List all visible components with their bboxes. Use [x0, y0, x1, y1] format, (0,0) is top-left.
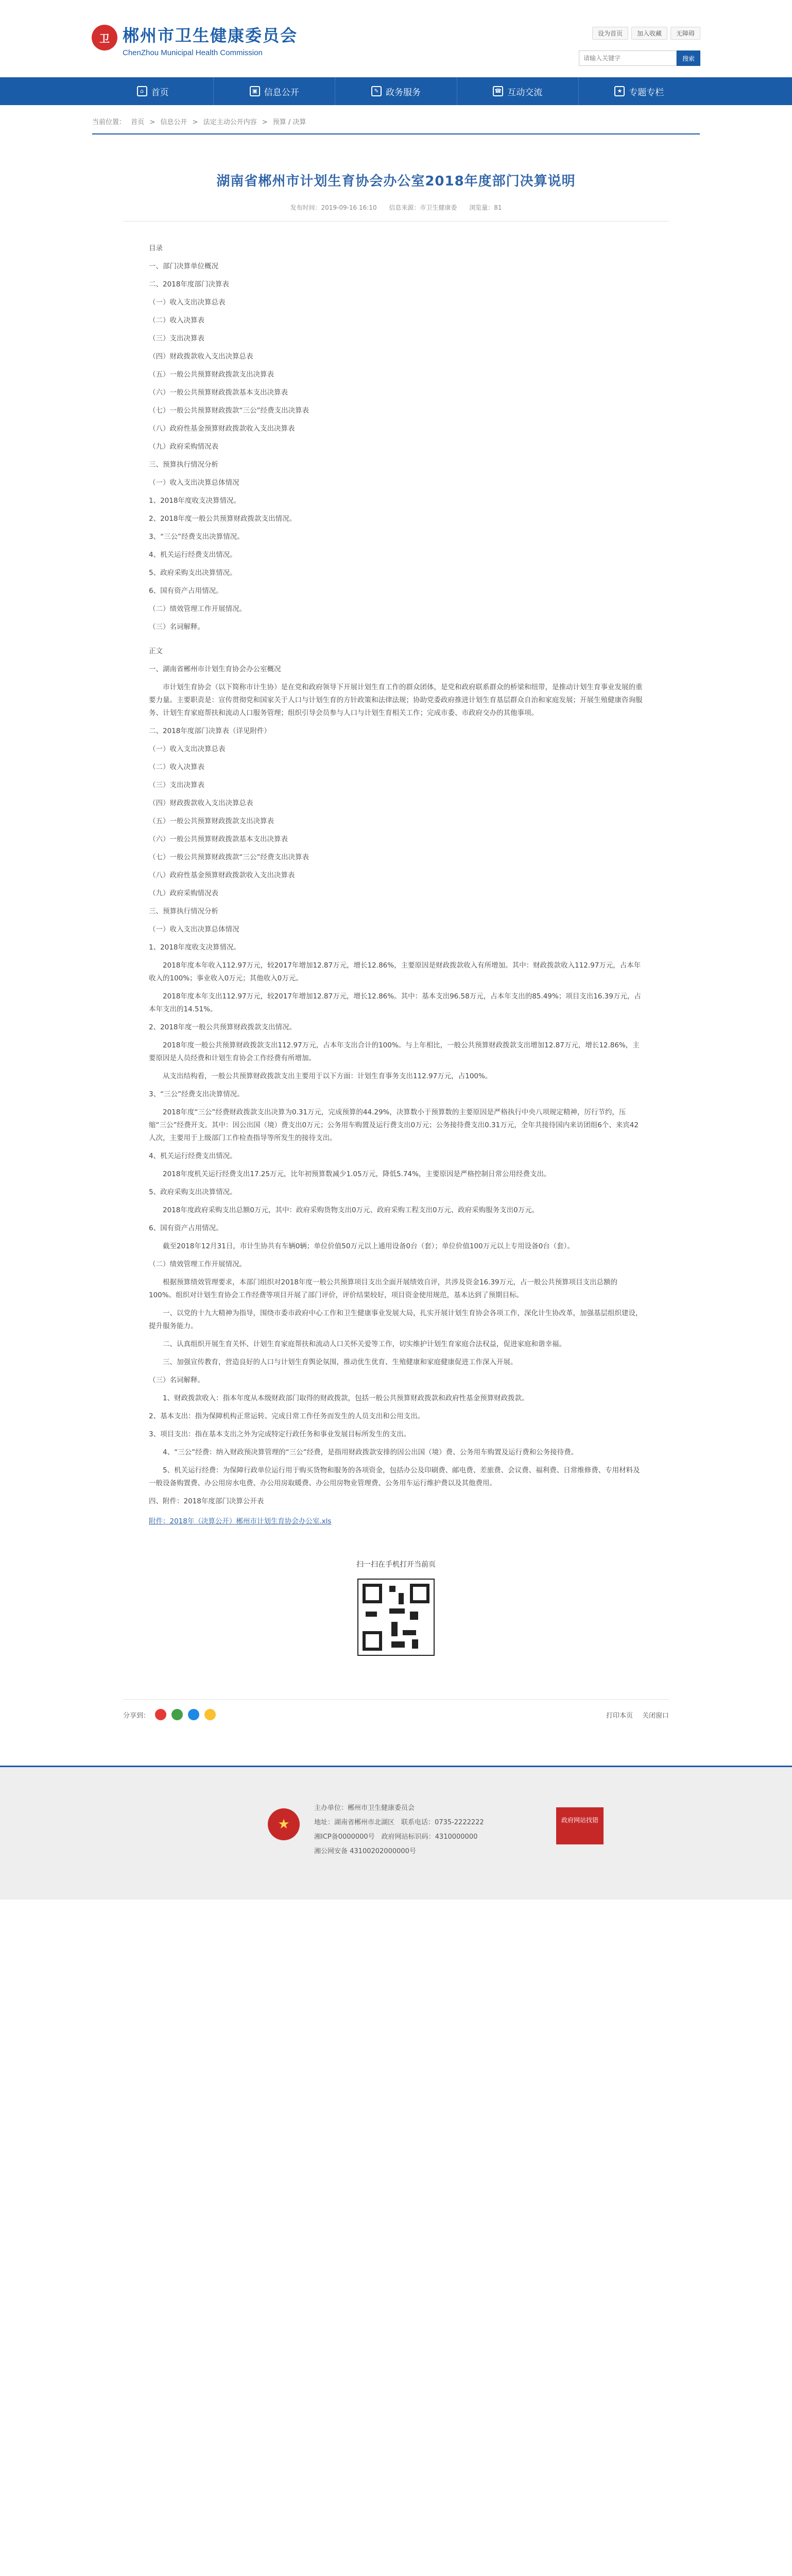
nav-home[interactable]: [92, 77, 214, 105]
article-paragraph: （三）名词解释。: [149, 623, 204, 631]
site-logo-icon[interactable]: 卫: [92, 25, 117, 50]
qq-icon[interactable]: [188, 1709, 199, 1720]
article-paragraph: 4、机关运行经费支出情况。: [149, 1152, 237, 1160]
wechat-icon[interactable]: [171, 1709, 183, 1720]
search-input[interactable]: [579, 50, 677, 66]
phone-icon: ☎: [493, 86, 503, 96]
article-paragraph: （三）支出决算表: [149, 334, 204, 343]
nav-services[interactable]: [335, 77, 457, 105]
article-paragraph: 2018年度本年收入112.97万元，较2017年增加12.87万元，增长12.86%，主要原因是财政拨款收入有所增加。其中：财政拨款收入112.97万元，占本年收入的100%；事业收入0万元；其他收入0万元。: [149, 961, 641, 982]
view-count: 浏览量：81: [469, 204, 502, 211]
article-paragraph: 正文: [149, 647, 163, 655]
article-paragraph: 1、财政拨款收入：指本年度从本级财政部门取得的财政拨款，包括一般公共预算财政拨款和政府性基金预算财政拨款。: [163, 1394, 529, 1402]
article-meta: [123, 203, 669, 222]
article-paragraph: 2018年度政府采购支出总额0万元，其中：政府采购货物支出0万元、政府采购工程支出0万元、政府采购服务支出0万元。: [163, 1206, 539, 1214]
article-paragraph: （七）一般公共预算财政拨款“三公”经费支出决算表: [149, 853, 309, 861]
site-brand[interactable]: [123, 23, 298, 57]
article-paragraph: 从支出结构看，一般公共预算财政拨款支出主要用于以下方面：计划生育事务支出112.97万元，占100%。: [163, 1072, 492, 1080]
article-paragraph: 三、加强宣传教育，营造良好的人口与计划生育舆论氛围，推动优生优育、生殖健康和家庭健康促进工作深入开展。: [163, 1358, 518, 1366]
article-paragraph: 5、机关运行经费：为保障行政单位运行用于购买货物和服务的各项资金，包括办公及印刷费、邮电费、差旅费、会议费、福利费、日常维修费、专用材料及一般设备购置费、办公用房水电费、办公用房取暖费、办公用房物业管理费、公务用车运行维护费以及其他费用。: [149, 1466, 640, 1487]
qr-code-icon: [357, 1579, 435, 1656]
article-container: [92, 133, 700, 1699]
article-paragraph: （八）政府性基金预算财政拨款收入支出决算表: [149, 871, 295, 879]
nav-topics[interactable]: [579, 77, 700, 105]
nav-info-public[interactable]: [214, 77, 335, 105]
article-paragraph: 2、2018年度一般公共预算财政拨款支出情况。: [149, 1023, 296, 1031]
article-paragraph: （二）绩效管理工作开展情况。: [149, 605, 246, 613]
article-paragraph: 2、基本支出：指为保障机构正常运转、完成日常工作任务而发生的人员支出和公用支出。: [149, 1412, 425, 1420]
article-paragraph: 目录: [149, 244, 163, 252]
breadcrumb-prefix: 当前位置：: [92, 118, 126, 126]
article-paragraph: 6、国有资产占用情况。: [149, 1224, 223, 1232]
nav-interaction[interactable]: [457, 77, 579, 105]
article-paragraph: 5、政府采购支出决算情况。: [149, 1188, 237, 1196]
top-links: [592, 27, 700, 40]
breadcrumb-sep: >: [262, 118, 268, 126]
article-paragraph: 一、部门决算单位概况: [149, 262, 218, 270]
article-paragraph: 根据预算绩效管理要求，本部门组织对2018年度一般公共预算项目支出全面开展绩效自评，共涉及资金16.39万元，占一般公共预算项目支出总额的100%。组织对计划生育协会工作经费等项目开展了部门评价，评价结果较好，项目资金使用规范，基本达到了预期目标。: [149, 1278, 618, 1299]
article-paragraph: 一、以党的十九大精神为指导，围绕市委市政府中心工作和卫生健康事业发展大局，扎实开展计划生育协会各项工作，深化计生协改革，加强基层组织建设，提升服务能力。: [149, 1309, 643, 1330]
article-paragraph: 2、2018年度一般公共预算财政拨款支出情况。: [149, 515, 296, 523]
breadcrumb-sep: >: [192, 118, 198, 126]
national-emblem-icon: ★: [268, 1808, 300, 1840]
article-paragraph: 3、“三公”经费支出决算情况。: [149, 1090, 244, 1098]
pen-icon: ✎: [371, 86, 382, 96]
weibo-icon[interactable]: [155, 1709, 166, 1720]
qzone-icon[interactable]: [204, 1709, 216, 1720]
article-paragraph: 三、预算执行情况分析: [149, 461, 218, 469]
article-paragraph: （六）一般公共预算财政拨款基本支出决算表: [149, 388, 288, 397]
search-box: [579, 50, 700, 66]
main-nav: [0, 77, 792, 105]
footer-line: 地址：湖南省郴州市北湖区 联系电话：0735-2222222: [314, 1819, 484, 1826]
error-report-badge[interactable]: 政府网站找错: [556, 1807, 604, 1844]
article-paragraph: 截至2018年12月31日，市计生协共有车辆0辆；单位价值50万元以上通用设备0台（套）；单位价值100万元以上专用设备0台（套）。: [163, 1242, 574, 1250]
article-paragraph: 市计划生育协会（以下简称市计生协）是在党和政府领导下开展计划生育工作的群众团体，是党和政府联系群众的桥梁和纽带，是推动计划生育事业发展的重要力量。主要职责是：宣传贯彻党和国家关于人口与计划生育的方针政策和法律法规；协助党委政府推进计划生育基层群众自治和家庭发展；开展生殖健康咨询服务、计划生育家庭帮扶和流动人口服务管理；组织引导会员参与人口与计划生育相关工作；完成市委、市政府交办的其他事项。: [149, 683, 643, 717]
article-paragraph: （六）一般公共预算财政拨款基本支出决算表: [149, 835, 288, 843]
article-paragraph: （一）收入支出决算总体情况: [149, 479, 239, 487]
nav-label: 首页: [151, 87, 169, 98]
article-paragraph: 3、项目支出：指在基本支出之外为完成特定行政任务和事业发展目标所发生的支出。: [149, 1430, 411, 1438]
article-paragraph: （一）收入支出决算总表: [149, 745, 226, 753]
add-favorite-link[interactable]: 加入收藏: [631, 27, 667, 40]
article-paragraph: 2018年度“三公”经费财政拨款支出决算为0.31万元，完成预算的44.29%，决算数小于预算数的主要原因是严格执行中央八项规定精神，厉行节约，压缩“三公”经费开支。其中：因公出国（境）费支出0万元；公务用车购置及运行费支出0万元；公务接待费支出0.31万元，全年共接待国内来访团组6个、来宾42人次，主要用于上级部门工作检查指导等所发生的接待支出。: [149, 1108, 639, 1142]
accessibility-link[interactable]: 无障碍: [670, 27, 700, 40]
close-window-button[interactable]: 关闭窗口: [642, 1711, 669, 1720]
star-icon: ★: [614, 86, 625, 96]
article-paragraph: （五）一般公共预算财政拨款支出决算表: [149, 817, 274, 825]
article-paragraph: （九）政府采购情况表: [149, 889, 218, 897]
site-subtitle: ChenZhou Municipal Health Commission: [123, 48, 263, 57]
article-paragraph: （一）收入支出决算总表: [149, 298, 226, 307]
article-paragraph: 4、机关运行经费支出情况。: [149, 551, 237, 559]
article-paragraph: 2018年度机关运行经费支出17.25万元，比年初预算数减少1.05万元，降低5.74%，主要原因是严格控制日常公用经费支出。: [163, 1170, 551, 1178]
home-icon: ⌂: [137, 86, 147, 96]
document-icon: ▣: [250, 86, 260, 96]
article-paragraph: （七）一般公共预算财政拨款“三公”经费支出决算表: [149, 406, 309, 415]
footer-line[interactable]: 湘ICP备0000000号 政府网站标识码：4310000000: [314, 1833, 478, 1841]
nav-label: 互动交流: [507, 87, 543, 98]
article-paragraph: （三）名词解释。: [149, 1376, 204, 1384]
article-paragraph: （二）收入决算表: [149, 316, 204, 325]
site-header: [0, 0, 792, 77]
article-paragraph: （三）支出决算表: [149, 781, 204, 789]
article-title: 湖南省郴州市计划生育协会办公室2018年度部门决算说明: [216, 174, 576, 189]
publish-time: 发布时间：2019-09-16 16:10: [290, 204, 377, 211]
share-bar: [123, 1699, 669, 1730]
breadcrumb-budget[interactable]: 预算 / 决算: [272, 118, 306, 126]
qr-section: [123, 1559, 669, 1658]
nav-label: 专题专栏: [629, 87, 664, 98]
article-paragraph: 三、预算执行情况分析: [149, 907, 218, 916]
print-button[interactable]: 打印本页: [606, 1711, 633, 1720]
article-paragraph: （九）政府采购情况表: [149, 443, 218, 451]
article-paragraph: 1、2018年度收支决算情况。: [149, 943, 240, 952]
article-paragraph: 5、政府采购支出决算情况。: [149, 569, 237, 577]
attachment-link[interactable]: 附件：2018年（决算公开）郴州市计划生育协会办公室.xls: [149, 1517, 332, 1526]
breadcrumb: [92, 105, 700, 133]
article-paragraph: 一、湖南省郴州市计划生育协会办公室概况: [149, 665, 281, 673]
article-paragraph: （四）财政拨款收入支出决算总表: [149, 352, 253, 361]
site-footer: [0, 1766, 792, 1900]
article-paragraph: 2018年度本年支出112.97万元，较2017年增加12.87万元，增长12.86%。其中：基本支出96.58万元，占本年支出的85.49%；项目支出16.39万元，占本年支出的14.51%。: [149, 992, 641, 1013]
site-title: 郴州市卫生健康委员会: [123, 26, 298, 45]
footer-info: [314, 1801, 484, 1859]
nav-label: 政务服务: [386, 87, 421, 98]
article-paragraph: 二、2018年度部门决算表（详见附件）: [149, 727, 271, 735]
article-paragraph: 四、附件：2018年度部门决算公开表: [149, 1497, 264, 1505]
nav-label: 信息公开: [264, 87, 299, 98]
article-paragraph: 1、2018年度收支决算情况。: [149, 497, 240, 505]
footer-line: 主办单位：郴州市卫生健康委员会: [314, 1804, 415, 1812]
article-paragraph: 3、“三公”经费支出决算情况。: [149, 533, 244, 541]
article-paragraph: （二）收入决算表: [149, 763, 204, 771]
article-paragraph: （四）财政拨款收入支出决算总表: [149, 799, 253, 807]
qr-title: 扫一扫在手机打开当前页: [356, 1561, 436, 1569]
article-paragraph: 4、“三公”经费：纳入财政预决算管理的“三公”经费，是指用财政拨款安排的因公出国（境）费、公务用车购置及运行费和公务接待费。: [163, 1448, 578, 1456]
article-body: [149, 242, 643, 1508]
article-paragraph: （一）收入支出决算总体情况: [149, 925, 239, 934]
article-paragraph: 二、2018年度部门决算表: [149, 280, 229, 289]
article-paragraph: 二、认真组织开展生育关怀、计划生育家庭帮扶和流动人口关怀关爱等工作，切实维护计划生育家庭合法权益，促进家庭和谐幸福。: [163, 1340, 566, 1348]
article-paragraph: 2018年度一般公共预算财政拨款支出112.97万元，占本年支出合计的100%。与上年相比，一般公共预算财政拨款支出增加12.87万元，增长12.86%，主要原因是人员经费和计划生育协会工作经费有所增加。: [149, 1041, 640, 1062]
article-paragraph: （二）绩效管理工作开展情况。: [149, 1260, 246, 1268]
breadcrumb-statutory[interactable]: 法定主动公开内容: [203, 118, 257, 126]
article-paragraph: （八）政府性基金预算财政拨款收入支出决算表: [149, 425, 295, 433]
breadcrumb-home[interactable]: 首页: [131, 118, 145, 126]
share-label: 分享到：: [123, 1711, 150, 1720]
search-button[interactable]: 搜索: [677, 50, 700, 66]
breadcrumb-sep: >: [149, 118, 156, 126]
article-paragraph: （五）一般公共预算财政拨款支出决算表: [149, 370, 274, 379]
breadcrumb-info[interactable]: 信息公开: [160, 118, 187, 126]
article-paragraph: 6、国有资产占用情况。: [149, 587, 223, 595]
footer-line[interactable]: 湘公网安备 43100202000000号: [314, 1848, 416, 1855]
info-source: 信息来源：市卫生健康委: [389, 204, 457, 211]
set-homepage-link[interactable]: 设为首页: [592, 27, 628, 40]
